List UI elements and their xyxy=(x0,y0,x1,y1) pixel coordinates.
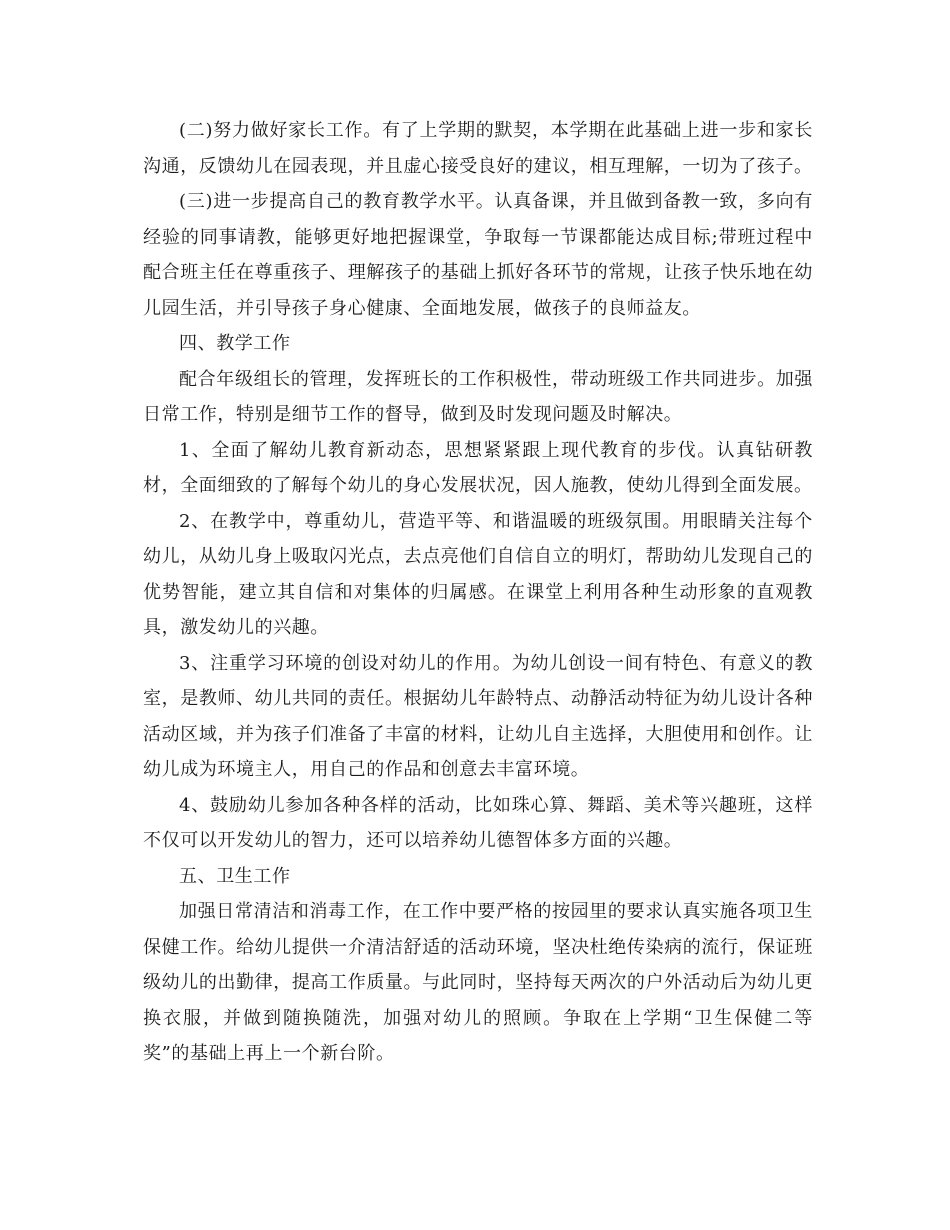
paragraph-teaching-level: (三)进一步提高自己的教育教学水平。认真备课，并且做到备教一致，多向有经验的同事请教，能够更好地把握课堂，争取每一节课都能达成目标;带班过程中配合班主任在尊重孩子、理解孩子的基础上抓好各环节的常规，让孩子快乐地在幼儿园生活，并引导孩子身心健康、全面地发展，做孩子的良师益友。 xyxy=(143,191,813,319)
document-body xyxy=(143,113,813,1072)
paragraph-parent-work: (二)努力做好家长工作。有了上学期的默契，本学期在此基础上进一步和家长沟通，反馈幼儿在园表现，并且虚心接受良好的建议，相互理解，一切为了孩子。 xyxy=(143,120,813,177)
section-heading-teaching: 四、教学工作 xyxy=(179,333,291,354)
paragraph-hygiene: 加强日常清洁和消毒工作，在工作中要严格的按园里的要求认真实施各项卫生保健工作。给幼儿提供一介清洁舒适的活动环境，坚决杜绝传染病的流行，保证班级幼儿的出勤律，提高工作质量。与此同时，坚持每天两次的户外活动后为幼儿更换衣服，并做到随换随洗，加强对幼儿的照顾。争取在上学期“卫生保健二等奖”的基础上再上一个新台阶。 xyxy=(143,901,813,1064)
paragraph-teaching-item-4: 4、鼓励幼儿参加各种各样的活动，比如珠心算、舞蹈、美术等兴趣班，这样不仅可以开发幼儿的智力，还可以培养幼儿德智体多方面的兴趣。 xyxy=(143,794,813,851)
paragraph-teaching-item-1: 1、全面了解幼儿教育新动态，思想紧紧跟上现代教育的步伐。认真钻研教材，全面细致的了解每个幼儿的身心发展状况，因人施教，使幼儿得到全面发展。 xyxy=(143,439,813,496)
paragraph-teaching-intro: 配合年级组长的管理，发挥班长的工作积极性，带动班级工作共同进步。加强日常工作，特别是细节工作的督导，做到及时发现问题及时解决。 xyxy=(143,368,813,425)
section-heading-hygiene: 五、卫生工作 xyxy=(179,865,291,887)
paragraph-teaching-item-2: 2、在教学中，尊重幼儿，营造平等、和谐温暖的班级氛围。用眼睛关注每个幼儿，从幼儿身上吸取闪光点，去点亮他们自信自立的明灯，帮助幼儿发现自己的优势智能，建立其自信和对集体的归属感。在课堂上利用各种生动形象的直观教具，激发幼儿的兴趣。 xyxy=(143,510,813,638)
paragraph-teaching-item-3: 3、注重学习环境的创设对幼儿的作用。为幼儿创设一间有特色、有意义的教室，是教师、幼儿共同的责任。根据幼儿年龄特点、动静活动特征为幼儿设计各种活动区域，并为孩子们准备了丰富的材料，让幼儿自主选择，大胆使用和创作。让幼儿成为环境主人，用自己的作品和创意去丰富环境。 xyxy=(143,652,813,780)
